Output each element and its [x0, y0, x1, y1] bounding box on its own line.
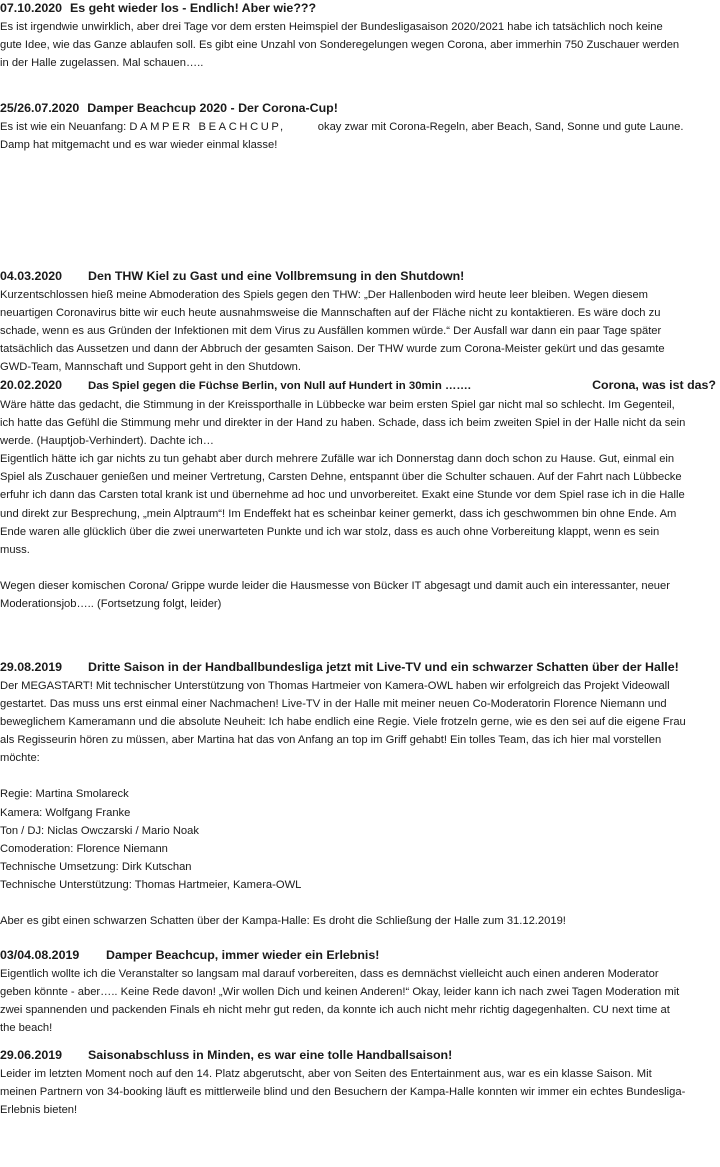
- entry-date: 07.10.2020: [0, 1, 63, 15]
- entry-title: Saisonabschluss in Minden, es war eine tolle Handballsaison!: [88, 1048, 453, 1062]
- entry-text-spaced: DAMPER BEACHCUP,: [129, 121, 286, 133]
- entry-text: Kurzentschlossen hieß meine Abmoderation des Spiels gegen den THW: „Der Hallenboden wird heute leer bleiben. Wegen diesem neuartigen Coronavirus bitte wir euch heute ausnahmsweise die Mannschaften auf der Fläche nicht zu kontaktieren. Es wäre doch zu schade, wenn es aus Gründen der Infektionen mit dem Virus zu Ausfällen kommen würde.“ Der Ausfall war dann ein paar Tage später tatsächlich das Aussetzen und dann der Abbruch der gesamten Saison. Der THW wurde zum Corona-Meister gekürt und das gesamte GWD-Team, Mannschaft und Support geht in den Shutdown.: [0, 289, 665, 374]
- team-member: Comoderation: Florence Niemann: [0, 842, 168, 855]
- entry-title: Damper Beachcup, immer wieder ein Erlebnis!: [106, 948, 380, 962]
- news-entry: [0, 0, 716, 72]
- entry-date: 25/26.07.2020: [0, 101, 80, 115]
- news-entry: [0, 658, 716, 930]
- team-list: [0, 785, 716, 894]
- entry-title: Es geht wieder los - Endlich! Aber wie???: [70, 1, 317, 15]
- team-member: Regie: Martina Smolareck: [0, 788, 129, 801]
- entry-text: [0, 118, 686, 154]
- news-entry: [0, 99, 716, 154]
- entry-heading: [0, 376, 716, 396]
- entry-heading: [0, 99, 716, 118]
- entry-heading: [0, 267, 716, 286]
- entry-text: Der MEGASTART! Mit technischer Unterstützung von Thomas Hartmeier von Kamera-OWL haben wir erfolgreich das Projekt Videowall gestartet. Das muss uns erst einmal einer Nachmachen! Live-TV in der Halle mit meiner neuen Co-Moderatorin Florence Niemann und beweglichem Kameramann und die absolute Neuheit: Ich habe endlich eine Regie. Viele frotzeln gerne, wie es den sei auf die eigene Frau als Regisseurin hören zu müssen, aber Martina hat das von Anfang an top im Griff gehabt! Ein tolles Team, das ich hier mal vorstellen möchte:: [0, 680, 686, 765]
- entry-date: 29.08.2019: [0, 660, 63, 674]
- news-entry: [0, 267, 716, 376]
- entry-title: Den THW Kiel zu Gast und eine Vollbremsung in den Shutdown!: [88, 269, 465, 283]
- entry-heading: [0, 1046, 716, 1065]
- entry-text: Leider im letzten Moment noch auf den 14. Platz abgerutscht, aber von Seiten des Entertainment aus, war es ein klasse Saison. Mit meinen Partnern von 34-booking läuft es mittlerweile blind und den Besuchern der Kampa-Halle konnten wir immer ein echtes Bundesliga-Erlebnis bieten!: [0, 1068, 686, 1117]
- entry-date: 03/04.08.2019: [0, 948, 80, 962]
- entry-heading: [0, 0, 716, 18]
- team-member: Kamera: Wolfgang Franke: [0, 806, 131, 819]
- entry-title: Das Spiel gegen die Füchse Berlin, von Null auf Hundert in 30min …….: [88, 380, 471, 392]
- entry-text: Aber es gibt einen schwarzen Schatten über der Kampa-Halle: Es droht die Schließung der Halle zum 31.12.2019!: [0, 915, 566, 928]
- entry-date: 04.03.2020: [0, 269, 63, 283]
- entry-date: 29.06.2019: [0, 1048, 63, 1062]
- entry-text: Wegen dieser komischen Corona/ Grippe wurde leider die Hausmesse von Bücker IT abgesagt und damit auch ein interessanter, neuer Moderationsjob….. (Fortsetzung folgt, leider): [0, 579, 670, 610]
- news-entry: [0, 1046, 716, 1119]
- entry-text-prefix: Es ist wie ein Neuanfang:: [0, 121, 130, 133]
- entry-title-right: Corona, was ist das?: [592, 378, 716, 392]
- entry-title: Damper Beachcup 2020 - Der Corona-Cup!: [87, 101, 338, 115]
- entry-heading: [0, 946, 716, 965]
- entry-text: Es ist irgendwie unwirklich, aber drei Tage vor dem ersten Heimspiel der Bundesligasaison 2020/2021 habe ich tatsächlich noch keine gute Idee, wie das Ganze ablaufen soll. Es gibt eine Unzahl von Sonderegelungen wegen Corona, aber immerhin 750 Zuschauer werden in der Halle zugelassen. Mal schauen…..: [0, 21, 680, 70]
- team-member: Ton / DJ: Niclas Owczarski / Mario Noak: [0, 824, 199, 837]
- news-entry: [0, 946, 716, 1037]
- entry-title: Dritte Saison in der Handballbundesliga jetzt mit Live-TV und ein schwarzer Schatten über der Halle!: [88, 660, 679, 674]
- entry-text-suffix: okay zwar mit Corona-Regeln, aber Beach, Sand, Sonne und gute Laune. Damp hat mitgemacht und es war wieder einmal klasse!: [0, 121, 684, 152]
- entry-heading: [0, 658, 690, 677]
- entry-text: Eigentlich hätte ich gar nichts zu tun gehabt aber durch mehrere Zufälle war ich Donnerstag dann doch schon zu Hause. Gut, einmal ein Spiel als Zuschauer genießen und meiner Vertretung, Carsten Dehne, entspannt über die Schulter schauen. Auf der Fahrt nach Lübbecke erfuhr ich dann das Carsten total krank ist und übernehme ad hoc und unvorbereitet. Exakt eine Stunde vor dem Spiel rase ich in die Halle und direkt zur Besprechung, „mein Alptraum“! Im Endeffekt hat es scheinbar keiner gemerkt, dass ich geschwommen bin ohne Ende. Am Ende waren alle glücklich über die zwei unerwarteten Punkte und ich war stolz, dass es auch ohne Vorbereitung klappt, wenn es sein muss.: [0, 453, 685, 556]
- news-entry: [0, 376, 716, 613]
- entry-text: Wäre hätte das gedacht, die Stimmung in der Kreissporthalle in Lübbecke war beim ersten Spiel gar nicht mal so schlecht. Im Gegenteil, ich hatte das Gefühl die Stimmung mehr und direkter in der Hand zu haben. Schade, dass ich beim zweiten Spiel in der Halle nicht da sein werde. (Hauptjob-Verhindert). Dachte ich…: [0, 399, 686, 448]
- entry-date: 20.02.2020: [0, 378, 63, 392]
- entry-text: Eigentlich wollte ich die Veranstalter so langsam mal darauf vorbereiten, dass es demnächst vielleicht auch einen anderen Moderator geben könnte - aber….. Keine Rede davon! „Wir wollen Dich und keinen Anderen!“ Okay, leider kann ich nach zwei Tagen Moderation mit zwei spannenden und packenden Finals eh nicht mehr gut reden, da konnte ich auch nicht mehr richtig dagegenhalten. CU next time at the beach!: [0, 968, 680, 1035]
- team-member: Technische Umsetzung: Dirk Kutschan: [0, 860, 192, 873]
- team-member: Technische Unterstützung: Thomas Hartmeier, Kamera-OWL: [0, 878, 302, 891]
